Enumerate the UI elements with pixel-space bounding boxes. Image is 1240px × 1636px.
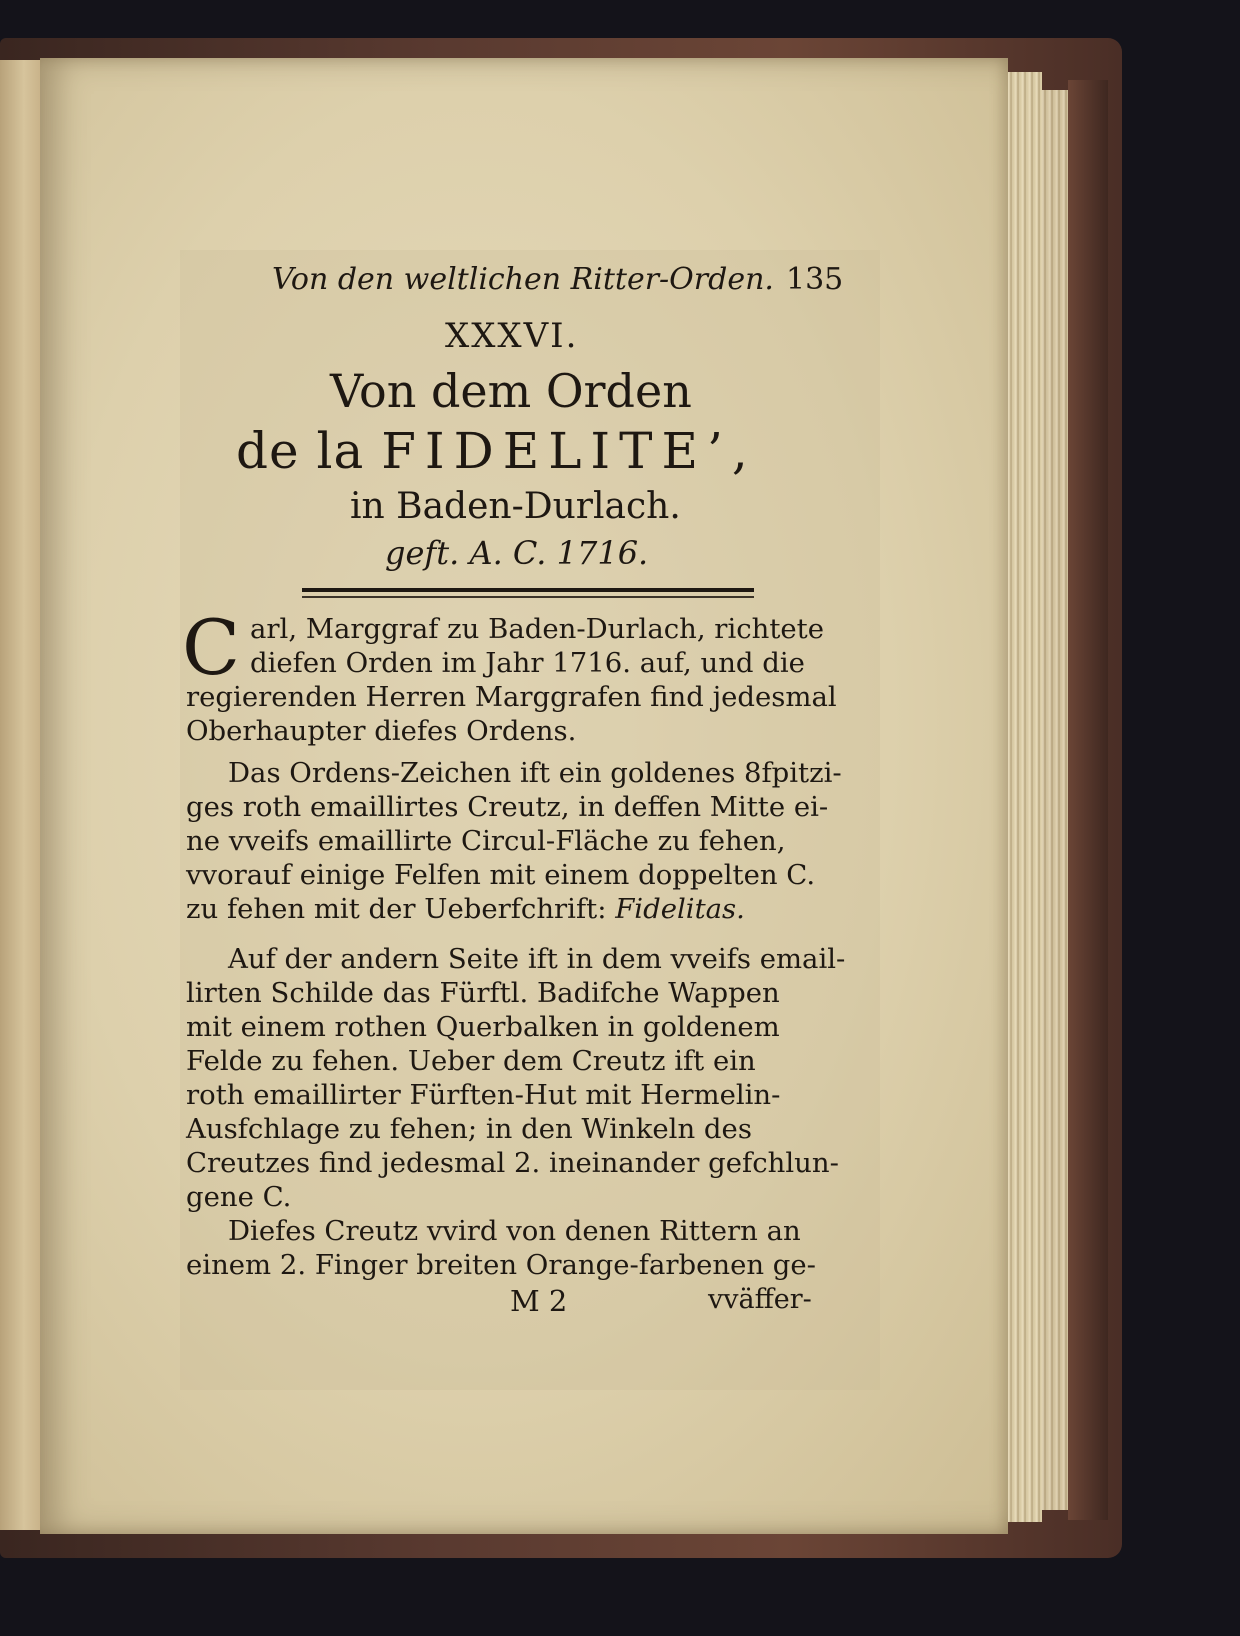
title-line-2: [236, 422, 757, 480]
body-line: vvorauf einige Felfen mit einem doppelten C.: [186, 859, 816, 891]
body-line: ne vveifs emaillirte Circul-Fläche zu fehen,: [186, 825, 786, 857]
title-line-4: geft. A. C. 1716.: [385, 534, 649, 572]
body-line: gene C.: [186, 1181, 292, 1213]
body-line: Auf der andern Seite ift in dem vveifs email-: [228, 943, 846, 975]
page-edges-outer: [1040, 90, 1068, 1510]
body-line: arl, Marggraf zu Baden-Durlach, richtete: [250, 613, 825, 645]
body-line: Ausfchlage zu fehen; in den Winkeln des: [186, 1113, 752, 1145]
body-line-text: zu fehen mit der Ueberfchrift:: [186, 893, 607, 925]
title-rule-thin: [302, 596, 754, 598]
body-line: ges roth emaillirtes Creutz, in deffen Mitte ei-: [186, 791, 829, 823]
book-spine-edge: [1068, 80, 1108, 1520]
body-line: lirten Schilde das Fürftl. Badifche Wappen: [186, 977, 780, 1009]
body-line: [186, 892, 745, 926]
body-line: Das Ordens-Zeichen ift ein goldenes 8fpitzi-: [228, 757, 842, 789]
body-line: roth emaillirter Fürften-Hut mit Hermelin-: [186, 1079, 781, 1111]
body-line: mit einem rothen Querbalken in goldenem: [186, 1011, 780, 1043]
title-line-2-caps: FIDELITE’,: [381, 422, 757, 480]
title-line-1: Von dem Orden: [330, 364, 692, 418]
catchword: vväffer-: [708, 1284, 812, 1315]
title-rule: [302, 588, 754, 592]
body-line: einem 2. Finger breiten Orange-farbenen ge-: [186, 1249, 816, 1281]
left-page-edge: [0, 60, 42, 1530]
title-line-3: in Baden-Durlach.: [350, 486, 681, 527]
page-number: 135: [786, 262, 844, 297]
motto: Fidelitas.: [615, 893, 745, 925]
signature-mark: M 2: [510, 1284, 568, 1318]
page-edges: [1006, 72, 1042, 1522]
running-head: Von den weltlichen Ritter-Orden.: [272, 262, 774, 297]
body-line: Felde zu fehen. Ueber dem Creutz ift ein: [186, 1045, 756, 1077]
body-line: Oberhaupter diefes Ordens.: [186, 715, 577, 747]
body-line: regierenden Herren Marggrafen find jedesmal: [186, 681, 837, 713]
chapter-numeral: XXXVI.: [445, 316, 579, 356]
title-line-2-prefix: de la: [236, 422, 382, 480]
body-line: Creutzes find jedesmal 2. ineinander gefchlun-: [186, 1147, 839, 1179]
body-line: diefen Orden im Jahr 1716. auf, und die: [250, 647, 805, 679]
drop-cap: C: [182, 603, 241, 692]
body-line: Diefes Creutz vvird von denen Rittern an: [228, 1215, 801, 1247]
